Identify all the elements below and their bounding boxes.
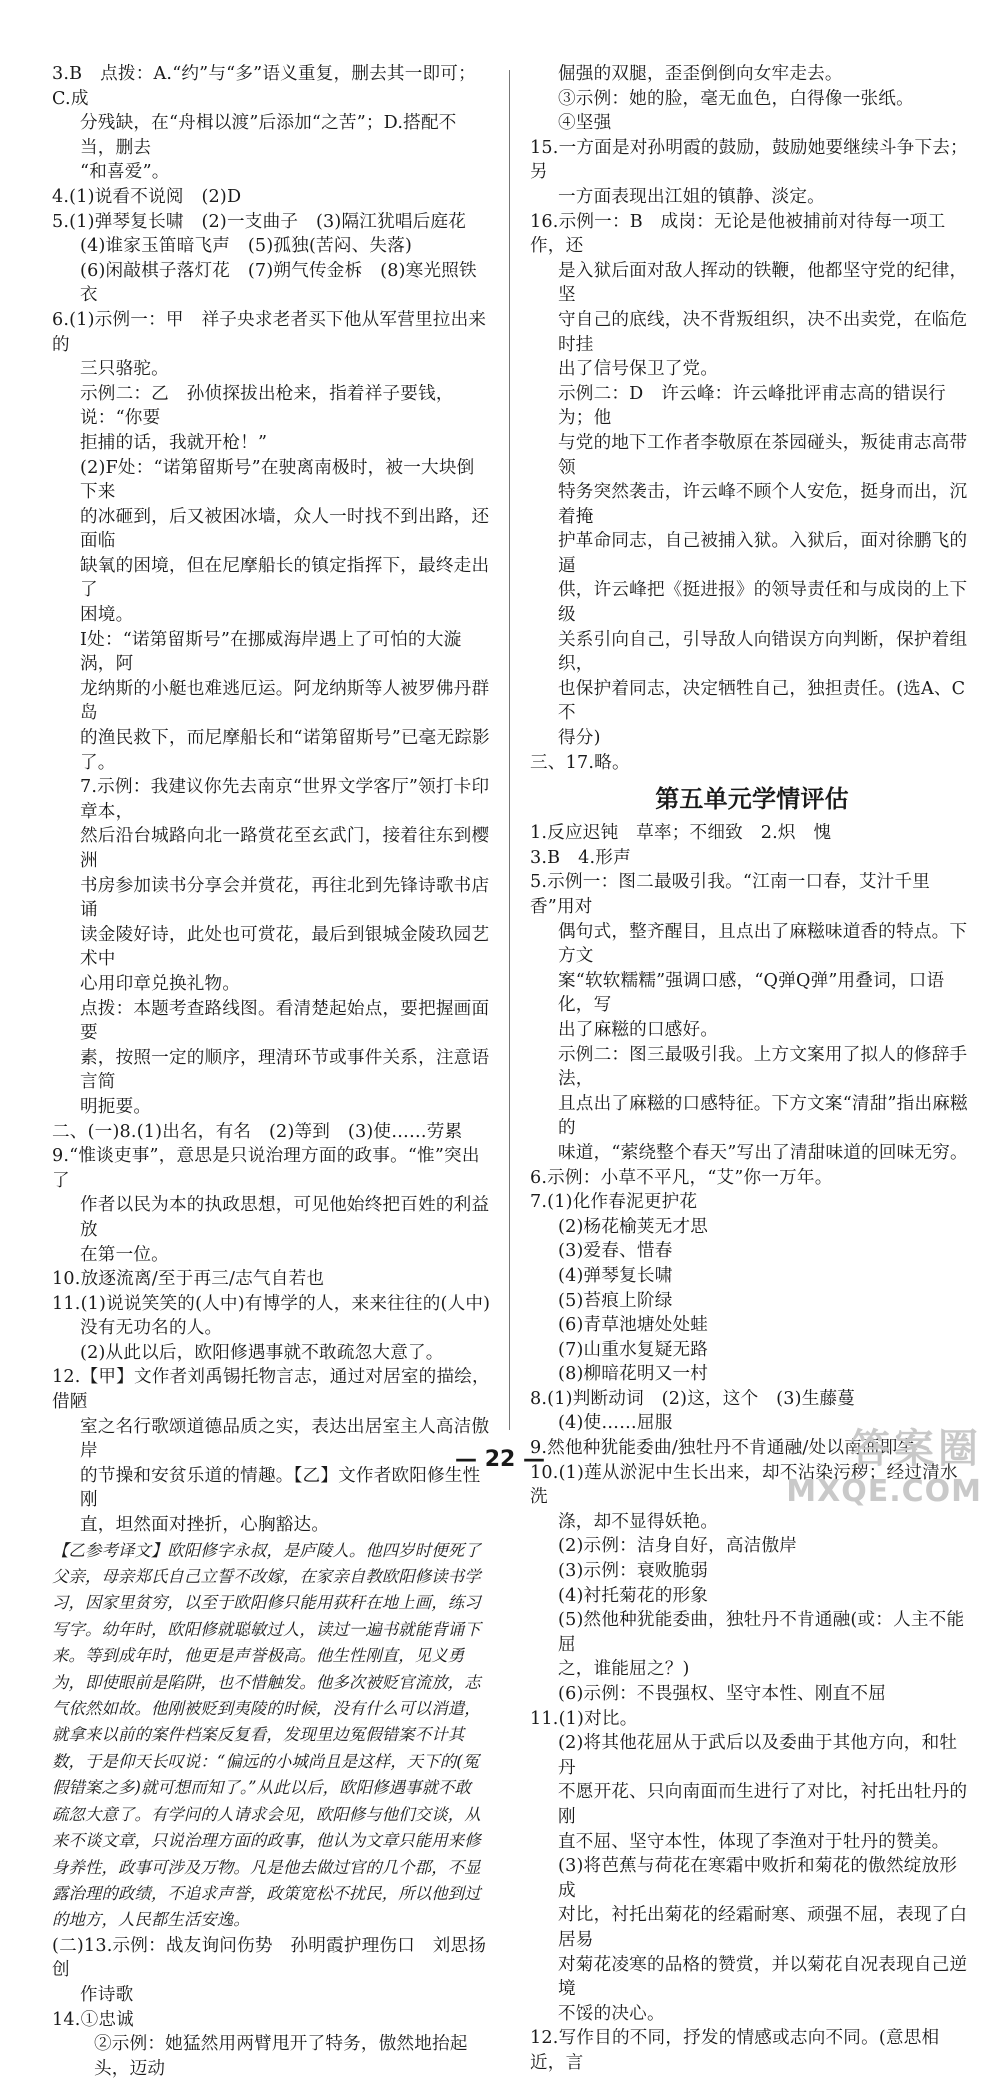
answer-line: (二)13.示例：战友询问伤势 孙明霞护理伤口 刘思扬创	[52, 1935, 487, 1981]
answer-line: ②示例：她猛然用两臂甩开了特务，傲然地抬起头，迈动	[94, 2034, 468, 2079]
answer-line: ④坚强	[558, 113, 612, 134]
answer-line: 不馁的决心。	[558, 2003, 665, 2024]
watermark	[786, 1417, 982, 1509]
answer-line: 1.反应迟钝 草率；不细致 2.炽 愧	[530, 823, 832, 844]
answer-line: (4)衬托菊花的形象	[558, 1585, 709, 1606]
translation-line: 数，于是仰天长叹说：“偏远的小城尚且是这样，天下的(冤	[52, 1751, 480, 1771]
translation-line: 气依然如故。他刚被贬到夷陵的时候，没有什么可以消遣，	[52, 1699, 481, 1719]
translation-line: 写字。幼年时，欧阳修就聪敏过人，读过一遍书就能背诵下	[52, 1619, 481, 1639]
answer-line: 不愿开花、只向南面而生进行了对比，衬托出牡丹的刚	[558, 1782, 968, 1827]
answer-line: 12.写作目的不同，抒发的情感或志向不同。(意思相近，言	[530, 2028, 940, 2073]
translation-line: 假错案之多)就可想而知了。”从此以后，欧阳修遇事就不敢	[52, 1778, 472, 1798]
answer-line: (8)柳暗花明又一村	[558, 1364, 709, 1385]
answer-line: 味道，“萦绕整个春天”写出了清甜味道的回味无穷。	[558, 1142, 968, 1163]
answer-line: 3.B 点拨：A.“约”与“多”语义重复，删去其一即可；C.成	[52, 64, 476, 109]
answer-line: 3.B 4.形声	[530, 847, 631, 868]
answer-line: 6.(1)示例一：甲 祥子央求老者买下他从军营里拉出来的	[52, 309, 487, 355]
answer-line: 二、(一)8.(1)出名，有名 (2)等到 (3)使……劳累	[52, 1121, 463, 1142]
translation-line: 父亲，母亲郑氏自己立誓不改嫁，在家亲自教欧阳修读书学	[52, 1567, 481, 1587]
answer-line: 作者以民为本的执政思想，可见他始终把百姓的利益放	[80, 1195, 490, 1240]
answer-line: 读金陵好诗，此处也可赏花，最后到银城金陵玖园艺术中	[80, 924, 490, 970]
answer-line: 11.(1)对比。	[530, 1708, 638, 1729]
answer-line: 直不屈、坚守本性，体现了李渔对于牡丹的赞美。	[558, 1831, 950, 1852]
answer-line: 11.(1)说说笑笑的(人中)有博学的人，来来往往的(人中)	[52, 1293, 491, 1314]
answer-line: 一方面表现出江姐的镇静、淡定。	[558, 186, 825, 207]
answer-line: 明扼要。	[80, 1096, 152, 1117]
answer-line: (2)将其他花屈从于武后以及委曲于其他方向，和牡丹	[558, 1733, 958, 1778]
translation-line: 为，即使眼前是陷阱，也不惜触发。他多次被贬官流放，志	[52, 1672, 481, 1692]
watermark-line1: 答案圈	[850, 1426, 982, 1472]
answer-line: 9.“惟谈吏事”，意思是只说治理方面的政事。“惟”突出了	[52, 1146, 480, 1191]
answer-line: 示例二：D 许云峰：许云峰批评甫志高的错误行为；他	[558, 383, 946, 429]
answer-line: 5.示例一：图二最吸引我。“江南一口春，艾汁千里香”用对	[530, 872, 931, 917]
answer-line: 的冰砸到，后又被困冰墙，众人一时找不到出路，还面临	[80, 506, 490, 552]
answer-line: 守自己的底线，决不背叛组织，决不出卖党，在临危时挂	[558, 309, 968, 355]
answer-line: (3)爱春、惜春	[558, 1241, 673, 1262]
translation-line: 就拿来以前的案件档案反复看，发现里边冤假错案不计其	[52, 1725, 465, 1745]
answer-line: (2)杨花榆荚无才思	[558, 1216, 709, 1237]
answer-line: 在第一位。	[80, 1244, 169, 1265]
answer-line: 偶句式，整齐醒目，且点出了麻糍味道香的特点。下方文	[558, 921, 968, 967]
answer-line: 特务突然袭击，许云峰不顾个人安危，挺身而出，沉着掩	[558, 482, 968, 527]
answer-line: 分残缺，在“舟楫以渡”后添加“之苦”；D.搭配不当，删去	[80, 113, 457, 158]
answer-line: 示例二：图三最吸引我。上方文案用了拟人的修辞手法，	[558, 1044, 968, 1090]
translation-line: 习，因家里贫穷，以至于欧阳修只能用荻秆在地上画，练习	[52, 1593, 481, 1613]
answer-line: 9.然他种犹能委曲/独牡丹不肯通融/处以南面即生	[530, 1438, 916, 1459]
answer-line: (2)示例：洁身自好，高洁傲岸	[558, 1536, 798, 1557]
answer-line: (4)使……屈服	[558, 1413, 673, 1434]
translation-line: 露治理的政绩，不追求声誉，政策宽松不扰民，所以他到过	[52, 1883, 481, 1903]
answer-line: 与党的地下工作者李敬原在茶园碰头，叛徒甫志高带领	[558, 432, 968, 478]
answer-line: 也保护着同志，决定牺牲自己，独担责任。(选A、C不	[558, 678, 966, 724]
column-divider	[509, 70, 510, 1430]
answer-line: (6)示例：不畏强权、坚守本性、刚直不屈	[558, 1684, 887, 1704]
answer-line: 12.【甲】文作者刘禹锡托物言志，通过对居室的描绘，借陋	[52, 1367, 490, 1413]
answer-line: 得分)	[558, 728, 601, 749]
answer-line: (2)从此以后，欧阳修遇事就不敢疏忽大意了。	[80, 1342, 444, 1363]
translation-line: 疏忽大意了。有学问的人请求会见，欧阳修与他们交谈，从	[52, 1804, 481, 1824]
answer-line: 倔强的双腿，歪歪倒倒向女牢走去。	[558, 64, 843, 84]
answer-line: 之，谁能屈之？)	[558, 1659, 690, 1680]
right-column	[530, 62, 974, 2076]
answer-line: 素，按照一定的顺序，理清环节或事件关系，注意语言简	[80, 1047, 490, 1093]
left-column	[52, 62, 492, 2081]
answer-line: 且点出了麻糍的口感特征。下方文案“清甜”指出麻糍的	[558, 1093, 968, 1139]
answer-line: 点拨：本题考查路线图。看清楚起始点，要把握画面要	[80, 998, 490, 1044]
answer-line: 缺氧的困境，但在尼摩船长的镇定指挥下，最终走出了	[80, 555, 490, 601]
answer-line: 关系引向自己，引导敌人向错误方向判断，保护着组织，	[558, 629, 968, 675]
answer-line: 的节操和安贫乐道的情趣。【乙】文作者欧阳修生性刚	[80, 1465, 481, 1511]
answer-line: 没有无功名的人。	[80, 1318, 223, 1339]
answer-line: 4.(1)说看不说阅 (2)D	[52, 186, 242, 207]
answer-line: 对比，衬托出菊花的经霜耐寒、顽强不屈，表现了白居易	[558, 1905, 968, 1950]
answer-line: 16.示例一：B 成岗：无论是他被捕前对待每一项工作，还	[530, 211, 946, 257]
answer-line: 出了麻糍的口感好。	[558, 1019, 719, 1040]
answer-line: 直，坦然面对挫折，心胸豁达。	[80, 1515, 330, 1536]
translation-line: 身养性，政事可涉及万物。凡是他去做过官的几个郡，不显	[52, 1857, 481, 1877]
answer-line: (4)弹琴复长啸	[558, 1265, 673, 1286]
answer-line: 7.(1)化作春泥更护花	[530, 1192, 698, 1213]
answer-line: 涤，却不显得妖艳。	[558, 1511, 719, 1532]
answer-line: 三只骆驼。	[80, 359, 169, 380]
answer-line: 是入狱后面对敌人挥动的铁鞭，他都坚守党的纪律，坚	[558, 260, 968, 306]
answer-line: ③示例：她的脸，毫无血色，白得像一张纸。	[558, 88, 914, 109]
answer-line: 15.一方面是对孙明霞的鼓励，鼓励她要继续斗争下去；另	[530, 137, 968, 183]
answer-line: 出了信号保卫了党。	[558, 359, 719, 380]
section-title: 第五单元学情评估	[655, 785, 849, 814]
answer-line: 困境。	[80, 605, 134, 626]
answer-line: 书房参加读书分享会并赏花，再往北到先锋诗歌书店诵	[80, 875, 490, 921]
answer-line: 14.①忠诚	[52, 2009, 134, 2030]
answer-line: 作诗歌	[80, 1984, 134, 2005]
answer-line: (6)青草池塘处处蛙	[558, 1315, 709, 1336]
answer-line: 示例二：乙 孙侦探拔出枪来，指着祥子要钱，说：“你要	[80, 383, 454, 429]
answer-line: (3)将芭蕉与荷花在寒霜中败折和菊花的傲然绽放形成	[558, 1856, 958, 1901]
answer-line: 8.(1)判断动词 (2)这，这个 (3)生藤蔓	[530, 1388, 856, 1409]
answer-line: 龙纳斯的小艇也难逃厄运。阿龙纳斯等人被罗佛丹群岛	[80, 678, 490, 724]
answer-line: (5)然他种犹能委曲，独牡丹不肯通融(或：人主不能屈	[558, 1610, 965, 1655]
answer-line: 案“软软糯糯”强调口感，“Q弹Q弹”用叠词，口语化，写	[558, 970, 945, 1016]
answer-line: (2)F处：“诺第留斯号”在驶离南极时，被一大块倒下来	[80, 457, 475, 503]
answer-line: (7)山重水复疑无路	[558, 1339, 709, 1360]
translation-line: 来不谈文章，只说治理方面的政事，他认为文章只能用来修	[52, 1831, 481, 1851]
answer-line: 对菊花凌寒的品格的赞赏，并以菊花自况表现自己逆境	[558, 1954, 968, 2000]
answer-line: 拒捕的话，我就开枪！”	[80, 432, 268, 453]
answer-line: “和喜爱”。	[80, 162, 170, 183]
answer-line: (6)闲敲棋子落灯花 (7)朔气传金柝 (8)寒光照铁衣	[80, 260, 477, 306]
answer-line: 三、17.略。	[530, 752, 630, 773]
answer-line: (4)谁家玉笛暗飞声 (5)孤独(苦闷、失落)	[80, 236, 413, 257]
answer-line: (3)示例：衰败脆弱	[558, 1561, 709, 1582]
answer-line: 然后沿台城路向北一路赏花至玄武门，接着往东到樱洲	[80, 826, 490, 871]
answer-line: 6.示例：小草不平凡，“艾”你一万年。	[530, 1167, 833, 1188]
answer-line: 10.(1)莲从淤泥中生长出来，却不沾染污秽；经过清水洗	[530, 1462, 958, 1508]
answer-line: I处：“诺第留斯号”在挪威海岸遇上了可怕的大漩涡，阿	[80, 629, 462, 675]
answer-line: 供，许云峰把《挺进报》的领导责任和与成岗的上下级	[558, 580, 968, 626]
answer-line: 护革命同志，自己被捕入狱。入狱后，面对徐鹏飞的逼	[558, 531, 968, 576]
translation-line: 的地方，人民都生活安逸。	[52, 1910, 250, 1930]
answer-line: (5)苔痕上阶绿	[558, 1290, 673, 1311]
answer-line: 5.(1)弹琴复长啸 (2)一支曲子 (3)隔江犹唱后庭花	[52, 211, 467, 232]
translation-line: 【乙参考译文】欧阳修字永叔，是庐陵人。他四岁时便死了	[52, 1540, 481, 1560]
answer-line: 7.示例：我建议你先去南京“世界文学客厅”领打卡印章本，	[80, 777, 490, 822]
answer-line: 心用印章兑换礼物。	[80, 973, 241, 994]
translation-line: 来。等到成年时，他更是声誉极高。他生性刚直，见义勇	[52, 1646, 465, 1666]
answer-line: 室之名行歌颂道德品质之实，表达出居室主人高洁傲岸	[80, 1416, 490, 1462]
answer-line: 10.放逐流离/至于再三/志气自若也	[52, 1269, 325, 1290]
answer-line: 的渔民救下，而尼摩船长和“诺第留斯号”已毫无踪影了。	[80, 728, 490, 773]
page-number: — 22 —	[455, 1447, 545, 1472]
watermark-line2: MXQE.COM	[786, 1474, 982, 1509]
